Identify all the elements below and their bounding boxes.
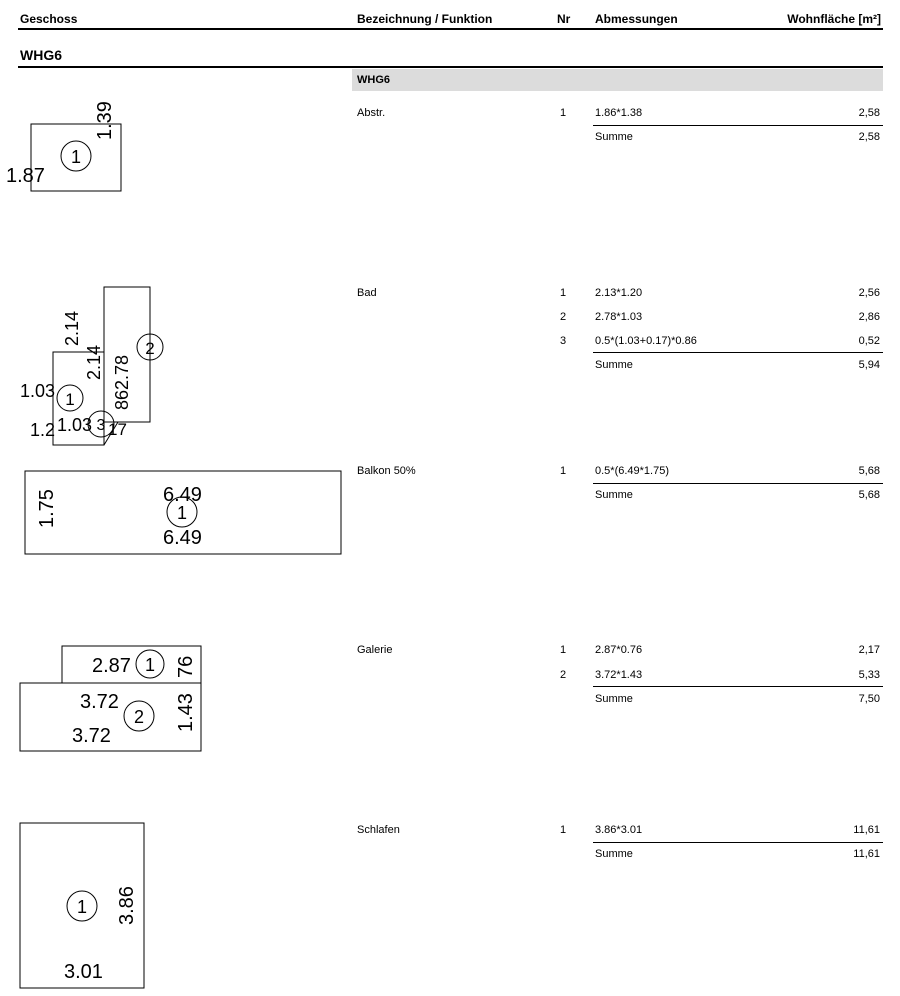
- room-number: 1: [176, 503, 188, 523]
- sum-label: Summe: [595, 359, 633, 371]
- sum-value: 5,68: [858, 489, 880, 501]
- dim-label: 2.14: [62, 310, 82, 346]
- room-name-balkon: Balkon 50%: [357, 465, 416, 477]
- room-number: 3: [96, 417, 106, 434]
- row-nr: 1: [560, 465, 567, 477]
- row-nr: 1: [560, 644, 567, 656]
- section-rule: [18, 66, 883, 68]
- sum-value: 7,50: [858, 693, 880, 705]
- sum-label: Summe: [595, 131, 633, 143]
- row-nr: 2: [560, 669, 567, 681]
- room-number: 1: [70, 147, 82, 167]
- room-number: 1: [65, 390, 75, 409]
- dim-label: 6.49: [163, 527, 202, 549]
- dim-label: 76: [175, 655, 197, 678]
- sum-rule: [593, 483, 883, 484]
- floorplan-balkon: [0, 460, 345, 560]
- dim-label: 1.2: [30, 420, 56, 440]
- sum-value: 2,58: [858, 131, 880, 143]
- section-band-label: WHG6: [357, 74, 390, 86]
- row-dim: 3.86*3.01: [595, 824, 643, 836]
- room-number: 2: [145, 339, 155, 358]
- dim-label: 1.87: [6, 165, 45, 187]
- header-geschoss: Geschoss: [20, 12, 78, 26]
- sum-value: 11,61: [853, 848, 880, 860]
- header-abmessungen: Abmessungen: [595, 12, 678, 26]
- sum-label: Summe: [595, 693, 633, 705]
- dim-label: 17: [108, 420, 127, 439]
- row-area: 5,33: [858, 669, 880, 681]
- room-name-bad: Bad: [357, 287, 377, 299]
- row-dim: 1.86*1.38: [595, 107, 643, 119]
- floorplan-schlafen: [0, 815, 340, 990]
- row-nr: 2: [560, 311, 567, 323]
- dim-label: 1.75: [36, 489, 58, 528]
- room-number: 1: [144, 655, 156, 675]
- dim-label: 3.01: [64, 961, 103, 983]
- dim-label: 1.43: [175, 693, 197, 732]
- row-nr: 3: [560, 335, 567, 347]
- row-dim: 0.5*(1.03+0.17)*0.86: [595, 335, 697, 347]
- row-dim: 2.87*0.76: [595, 644, 643, 656]
- dim-label: 3.72: [80, 691, 119, 713]
- header-wohnflaeche: Wohnfläche [m²]: [787, 12, 881, 26]
- sum-rule: [593, 842, 883, 843]
- row-area: 2,17: [858, 644, 880, 656]
- dim-label: 1.03: [20, 381, 56, 401]
- room-name-schlafen: Schlafen: [357, 824, 400, 836]
- section-title: WHG6: [20, 47, 62, 63]
- header-rule: [18, 28, 883, 30]
- dim-label: 2.87: [92, 655, 131, 677]
- row-nr: 1: [560, 287, 567, 299]
- dim-label: 862.78: [112, 354, 132, 410]
- row-dim: 3.72*1.43: [595, 669, 643, 681]
- dim-label: 3.72: [72, 725, 111, 747]
- room-number: 2: [133, 707, 145, 727]
- row-nr: 1: [560, 107, 567, 119]
- sum-rule: [593, 352, 883, 353]
- row-area: 2,58: [858, 107, 880, 119]
- sum-rule: [593, 125, 883, 126]
- sum-value: 5,94: [858, 359, 880, 371]
- header-bezeichnung: Bezeichnung / Funktion: [357, 12, 493, 26]
- room-number: 1: [76, 897, 88, 917]
- section-band: [352, 69, 883, 91]
- row-area: 11,61: [853, 824, 880, 836]
- row-area: 2,86: [858, 311, 880, 323]
- row-area: 5,68: [858, 465, 880, 477]
- floorplan-bad: [0, 280, 340, 450]
- row-dim: 0.5*(6.49*1.75): [595, 465, 669, 477]
- row-dim: 2.13*1.20: [595, 287, 643, 299]
- header-nr: Nr: [557, 12, 571, 26]
- sum-label: Summe: [595, 489, 633, 501]
- room-name-abstr: Abstr.: [357, 107, 386, 119]
- dim-label: 3.86: [116, 886, 138, 925]
- row-nr: 1: [560, 824, 567, 836]
- row-dim: 2.78*1.03: [595, 311, 643, 323]
- floorplan-galerie: [0, 640, 340, 760]
- room-name-galerie: Galerie: [357, 644, 393, 656]
- row-area: 2,56: [858, 287, 880, 299]
- dim-label: 6.49: [163, 484, 202, 506]
- dim-label: 1.03: [57, 415, 93, 435]
- sum-rule: [593, 686, 883, 687]
- floorplan-abstr: [0, 100, 340, 200]
- row-area: 0,52: [858, 335, 880, 347]
- sum-label: Summe: [595, 848, 633, 860]
- dim-label: 1.39: [94, 101, 116, 140]
- dim-label: 2.14: [84, 344, 104, 380]
